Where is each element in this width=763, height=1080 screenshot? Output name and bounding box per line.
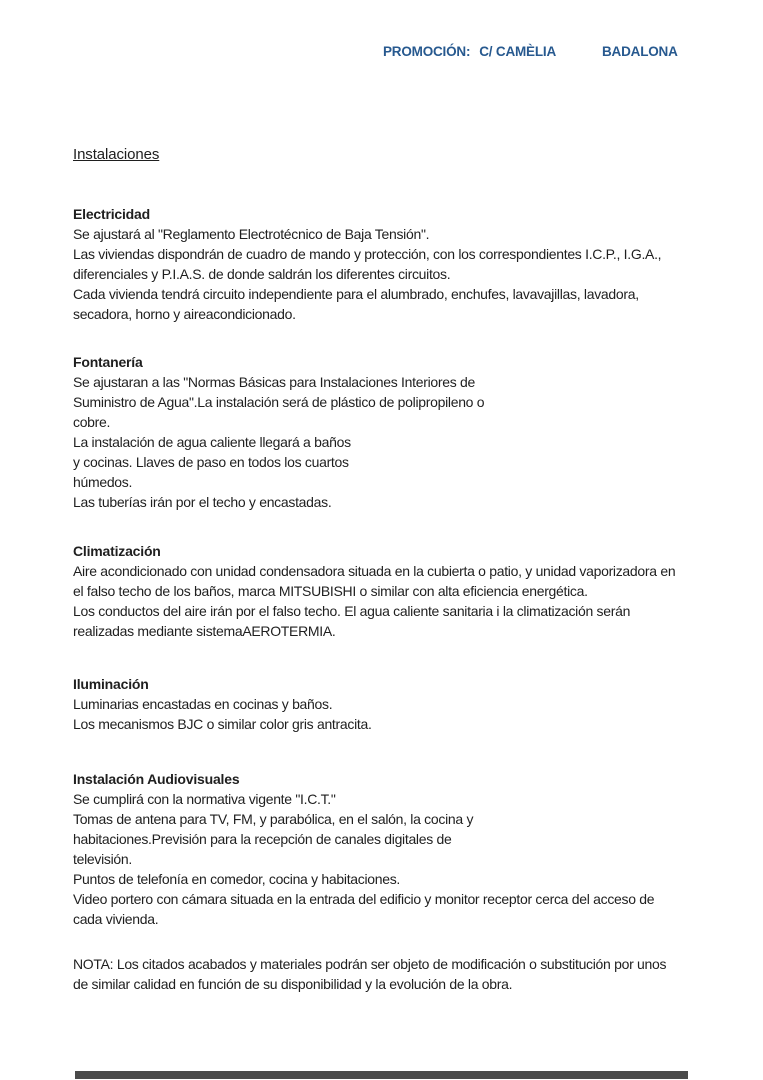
- text-line: Los conductos del aire irán por el falso techo. El agua caliente sanitaria i la climatización serán: [73, 603, 631, 619]
- text-line: Aire acondicionado con unidad condensadora situada en la cubierta o patio, y unidad vaporizadora en: [73, 563, 676, 579]
- text-line: Se ajustaran a las "Normas Básicas para Instalaciones Interiores de: [73, 374, 475, 390]
- text-line: cobre.: [73, 414, 111, 430]
- text-line: Los mecanismos BJC o similar color gris antracita.: [73, 716, 372, 732]
- text-line: Tomas de antena para TV, FM, y parabólica, en el salón, la cocina y: [73, 811, 474, 827]
- text-line: de similar calidad en función de su disponibilidad y la evolución de la obra.: [73, 976, 513, 992]
- text-line: el falso techo de los baños, marca MITSUBISHI o similar con alta eficiencia energética.: [73, 583, 588, 599]
- promotion-street: C/ CAMÈLIA: [479, 44, 556, 59]
- promotion-label: PROMOCIÓN:: [383, 44, 471, 59]
- text-line: húmedos.: [73, 474, 133, 490]
- page-bottom-bar: [75, 1071, 688, 1079]
- text-line: diferenciales y P.I.A.S. de donde saldrán los diferentes circuitos.: [73, 266, 451, 282]
- text-line: y cocinas. Llaves de paso en todos los cuartos: [73, 454, 349, 470]
- text-line: realizadas mediante sistemaAEROTERMIA.: [73, 623, 336, 639]
- text-line: NOTA: Los citados acabados y materiales podrán ser objeto de modificación o substitución por unos: [73, 956, 667, 972]
- text-line: cada vivienda.: [73, 911, 159, 927]
- section-heading-climatizacion: Climatización: [73, 543, 161, 559]
- document-title: Instalaciones: [73, 146, 160, 163]
- text-line: secadora, horno y aireacondicionado.: [73, 306, 296, 322]
- section-body-iluminacion: [73, 694, 723, 734]
- section-heading-electricidad: Electricidad: [73, 206, 150, 222]
- text-line: Las tuberías irán por el techo y encastadas.: [73, 494, 332, 510]
- text-line: Las viviendas dispondrán de cuadro de mando y protección, con los correspondientes I.C.P., I.G.A.,: [73, 246, 662, 262]
- section-body-instalacion-audiovisuales: [73, 789, 723, 929]
- text-line: Se ajustará al "Reglamento Electrotécnico de Baja Tensión".: [73, 226, 430, 242]
- section-fontaneria: [73, 352, 723, 512]
- section-electricidad: [73, 204, 723, 324]
- text-line: Luminarias encastadas en cocinas y baños.: [73, 696, 333, 712]
- promotion-city: BADALONA: [602, 44, 678, 59]
- text-line: Cada vivienda tendrá circuito independiente para el alumbrado, enchufes, lavavajillas, lavadora,: [73, 286, 639, 302]
- section-body-electricidad: [73, 224, 723, 324]
- text-line: Puntos de telefonía en comedor, cocina y habitaciones.: [73, 871, 401, 887]
- section-climatizacion: [73, 541, 723, 641]
- section-heading-fontaneria: Fontanería: [73, 354, 143, 370]
- text-line: Video portero con cámara situada en la entrada del edificio y monitor receptor cerca del acceso de: [73, 891, 655, 907]
- section-instalacion-audiovisuales: [73, 769, 723, 929]
- text-line: Se cumplirá con la normativa vigente "I.C.T.": [73, 791, 336, 807]
- text-line: habitaciones.Previsión para la recepción de canales digitales de: [73, 831, 452, 847]
- promotion-header: [383, 44, 678, 59]
- section-iluminacion: [73, 674, 723, 734]
- section-heading-instalacion-audiovisuales: Instalación Audiovisuales: [73, 771, 240, 787]
- section-body-climatizacion: [73, 561, 723, 641]
- note-paragraph: [73, 954, 666, 994]
- section-heading-iluminacion: Iluminación: [73, 676, 149, 692]
- text-line: Suministro de Agua".La instalación será de plástico de polipropileno o: [73, 394, 485, 410]
- text-line: televisión.: [73, 851, 132, 867]
- section-body-fontaneria: [73, 372, 723, 512]
- text-line: La instalación de agua caliente llegará a baños: [73, 434, 351, 450]
